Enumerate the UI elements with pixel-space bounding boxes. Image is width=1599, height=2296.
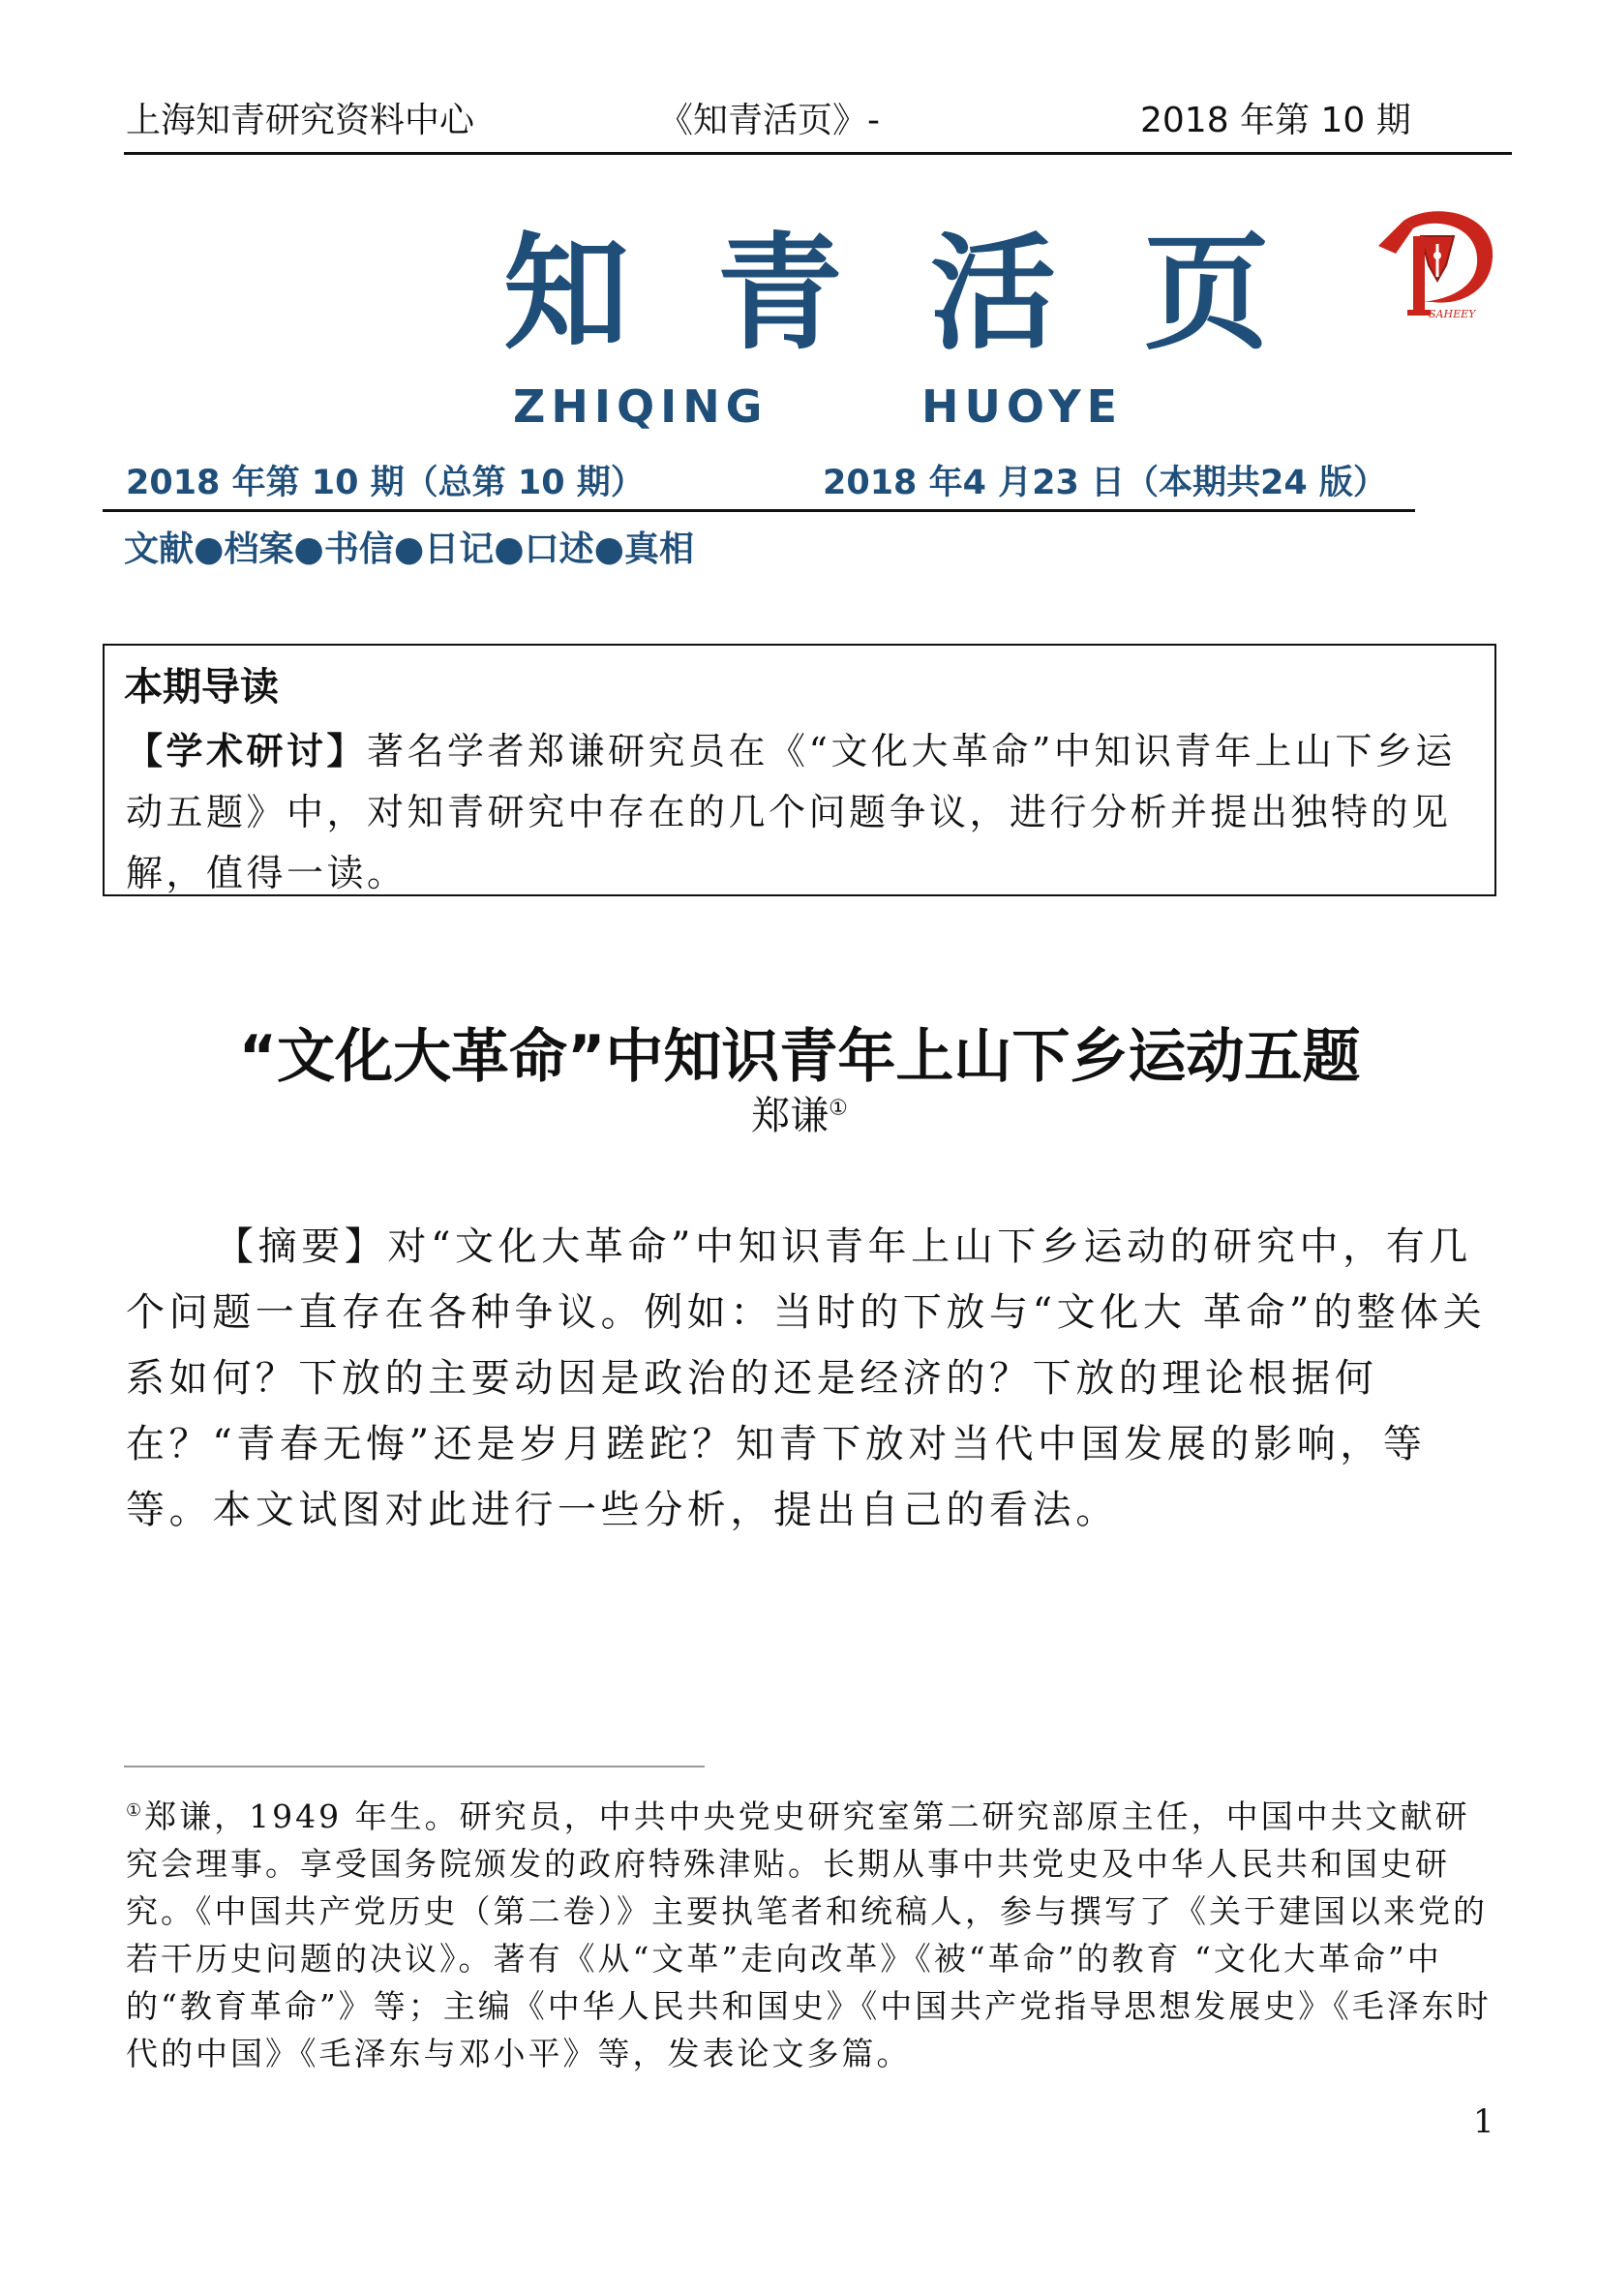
masthead-english-2: HUOYE [921,380,1124,433]
footnote-mark: ① [126,1800,145,1821]
pen-nib-logo-icon [1365,201,1500,325]
masthead-english-1: ZHIQING [513,380,769,433]
footnote [126,1793,1500,2077]
running-header-publication: 《知青活页》- [658,101,880,140]
header-rule [124,152,1512,155]
article-author [0,1088,1599,1144]
intro-title: 本期导读 [124,665,279,710]
author-note-mark: ① [829,1096,848,1121]
intro-text [126,720,1481,904]
author-name: 郑谦 [751,1094,830,1138]
intro-body: 著名学者郑谦研究员在《“文化大革命”中知识青年上山下乡运动五题》中，对知青研究中存在的几个问题争议，进行分析并提出独特的见解，值得一读。 [126,730,1456,894]
footnote-rule [124,1766,705,1767]
article-title: “文化大革命”中知识青年上山下乡运动五题 [238,1023,1361,1091]
footnote-text: 郑谦，1949 年生。研究员，中共中央党史研究室第二研究部原主任，中国中共文献研究会理事。享受国务院颁发的政府特殊津贴。长期从事中共党史及中华人民共和国史研究。《中国共产党历史（第二卷）》主要执笔者和统稿人，参与撰写了《关于建国以来党的若干历史问题的决议》。著有《从“文革”走向改革》《被“革命”的教育 “文化大革命”中的“教育革命”》等；主编《中华人民共和国史》《中国共产党指导思想发展史》《毛泽东时代的中国》《毛泽东与邓小平》等，发表论文多篇。 [126,1798,1492,2072]
page-number: 1 [1473,2102,1494,2141]
issue-date: 2018 年4 月23 日（本期共24 版） [823,464,1387,502]
column-list: 文献●档案●书信●日记●口述●真相 [124,529,695,569]
intro-tag: 【学术研讨】 [126,729,368,772]
running-header-issue: 2018 年第 10 期 [1140,101,1411,140]
article-abstract: 【摘要】对“文化大革命”中知识青年上山下乡运动的研究中，有几个问题一直存在各种争议。例如：当时的下放与“文化大 革命”的整体关系如何？下放的主要动因是政治的还是经济的？下放的理论根据何在？“青春无悔”还是岁月蹉跎？知青下放对当代中国发展的影响，等等。本文试图对此进行一些分析，提出自己的看法。 [126,1224,1487,1532]
masthead-title: 知 青 活 页 [503,220,1270,367]
running-header-center: 上海知青研究资料中心 [126,101,475,140]
logo-text: SAHEEY [1429,308,1476,320]
issue-number: 2018 年第 10 期（总第 10 期） [126,464,645,502]
issue-rule [103,509,1415,512]
